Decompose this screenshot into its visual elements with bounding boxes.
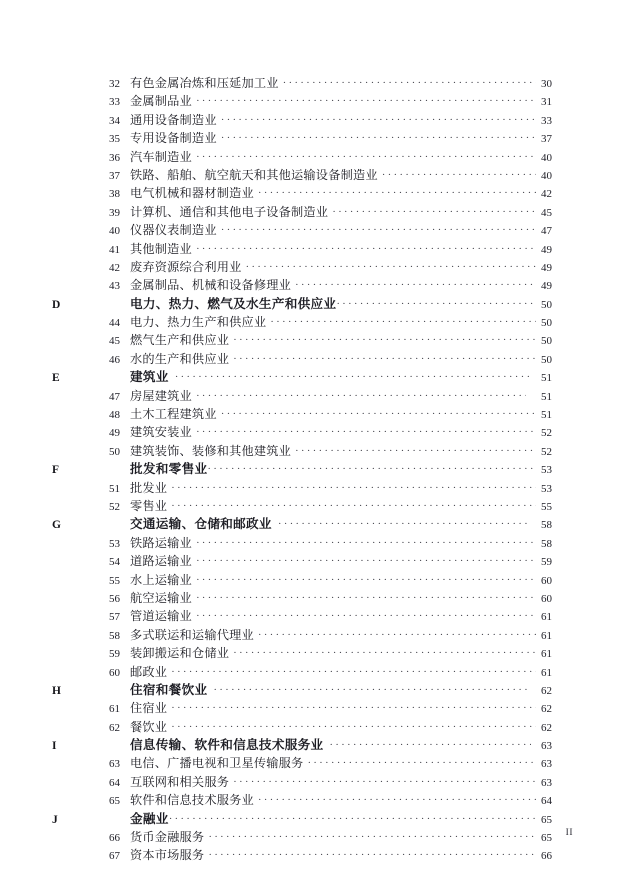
- toc-entry: [130, 276, 552, 295]
- dot-leader: [196, 148, 536, 166]
- toc-entry-code: 44: [109, 317, 120, 330]
- toc-entry: [130, 331, 552, 350]
- table-of-contents: [52, 74, 552, 865]
- dot-leader: [207, 460, 536, 478]
- toc-entry-row[interactable]: [52, 644, 552, 662]
- toc-entry-row[interactable]: [52, 331, 552, 349]
- toc-entry-page-number[interactable]: 52: [541, 445, 552, 458]
- toc-entry-row[interactable]: [52, 754, 552, 772]
- toc-entry-row[interactable]: [52, 718, 552, 736]
- dot-leader: [221, 221, 536, 239]
- dot-leader: [233, 773, 536, 791]
- toc-entry: [130, 74, 552, 93]
- toc-entry-code: 52: [109, 500, 120, 513]
- toc-entry-page-number[interactable]: 49: [541, 243, 552, 256]
- dot-leader: [233, 350, 536, 368]
- toc-entry-label[interactable]: 通用设备制造业: [130, 112, 217, 127]
- toc-entry-code: 46: [109, 353, 120, 366]
- toc-section-row[interactable]: [52, 736, 552, 754]
- dot-leader: [221, 111, 536, 129]
- toc-entry-label[interactable]: 有色金属冶炼和压延加工业: [130, 76, 279, 90]
- toc-entry-code: 58: [109, 629, 120, 642]
- toc-entry-page-number[interactable]: 40: [541, 169, 552, 182]
- dot-leader: [171, 699, 536, 717]
- toc-entry: [130, 699, 552, 718]
- dot-leader: [196, 423, 536, 441]
- toc-entry-code: 40: [109, 225, 120, 238]
- toc-entry-label[interactable]: 软件和信息技术服务业: [130, 793, 254, 808]
- toc-entry: [130, 718, 552, 737]
- toc-entry-row[interactable]: [52, 846, 552, 864]
- toc-entry-code: 54: [109, 556, 120, 569]
- toc-entry-page-number[interactable]: 50: [541, 353, 552, 366]
- toc-entry-page-number[interactable]: 62: [541, 684, 552, 697]
- toc-entry-label[interactable]: 铁路运输业: [130, 535, 192, 550]
- toc-entry-label[interactable]: 管道运输业: [130, 609, 192, 624]
- toc-entry-code: 38: [109, 188, 120, 201]
- toc-entry: [130, 607, 552, 626]
- toc-entry-label[interactable]: 铁路、船舶、航空航天和其他运输设备制造业: [130, 167, 378, 182]
- toc-entry-page-number[interactable]: 65: [541, 832, 552, 845]
- toc-entry-row[interactable]: [52, 571, 552, 589]
- toc-entry-page-number[interactable]: 30: [541, 78, 552, 90]
- dot-leader: [332, 203, 536, 221]
- toc-section-letter: F: [52, 464, 60, 477]
- toc-entry-label[interactable]: 信息传输、软件和信息技术服务业: [130, 737, 324, 753]
- toc-entry-label[interactable]: 航空运输业: [130, 590, 192, 605]
- toc-entry-page-number[interactable]: 58: [541, 519, 552, 532]
- toc-entry-label[interactable]: 建筑安装业: [130, 425, 192, 440]
- toc-entry-page-number[interactable]: 61: [541, 648, 552, 661]
- toc-entry-label[interactable]: 道路运输业: [130, 554, 192, 569]
- toc-entry-label[interactable]: 建筑业: [130, 369, 169, 385]
- toc-entry-code: 62: [109, 721, 120, 734]
- toc-entry-label[interactable]: 多式联运和运输代理业: [130, 627, 254, 642]
- toc-entry-code: 50: [109, 445, 120, 458]
- toc-section-letter: D: [52, 298, 61, 311]
- toc-entry-code: 65: [109, 795, 120, 808]
- toc-entry: [130, 479, 552, 498]
- toc-entry-page-number[interactable]: 64: [541, 795, 552, 808]
- toc-entry: [130, 423, 552, 442]
- toc-entry-page-number[interactable]: 37: [541, 133, 552, 146]
- toc-entry-label[interactable]: 装卸搬运和仓储业: [130, 646, 230, 661]
- toc-entry-page-number[interactable]: 50: [541, 317, 552, 330]
- toc-entry-code: 59: [109, 648, 120, 661]
- toc-entry-label[interactable]: 批发业: [130, 480, 168, 495]
- toc-section-letter: G: [52, 519, 61, 532]
- toc-entry-code: 67: [109, 850, 120, 863]
- dot-leader: [295, 442, 536, 460]
- toc-section-row[interactable]: [52, 368, 552, 386]
- toc-entry: [130, 111, 552, 130]
- toc-entry-code: 53: [109, 537, 120, 550]
- dot-leader: [329, 736, 531, 754]
- toc-entry-row[interactable]: [52, 129, 552, 147]
- dot-leader: [208, 846, 536, 864]
- dot-leader: [171, 479, 536, 497]
- toc-entry-label[interactable]: 金属制品、机械和设备修理业: [130, 278, 292, 293]
- toc-entry-page-number[interactable]: 61: [541, 666, 552, 679]
- toc-entry-label[interactable]: 计算机、通信和其他电子设备制造业: [130, 204, 329, 219]
- toc-entry-row[interactable]: [52, 148, 552, 166]
- toc-entry-code: 64: [109, 776, 120, 789]
- toc-entry-label[interactable]: 专用设备制造业: [130, 131, 217, 146]
- dot-leader: [196, 607, 536, 625]
- toc-entry-page-number[interactable]: 59: [541, 556, 552, 569]
- toc-entry-label[interactable]: 金融业: [130, 810, 169, 826]
- dot-leader: [270, 313, 536, 331]
- toc-entry-label[interactable]: 资本市场服务: [130, 848, 205, 863]
- toc-entry: [130, 148, 552, 167]
- toc-entry-row[interactable]: [52, 699, 552, 717]
- toc-entry: [130, 497, 552, 516]
- toc-entry-row[interactable]: [52, 497, 552, 515]
- dot-leader: [295, 276, 536, 294]
- dot-leader: [307, 754, 536, 772]
- dot-leader: [196, 534, 536, 552]
- toc-entry-code: 47: [109, 390, 120, 403]
- toc-entry-page-number[interactable]: 66: [541, 850, 552, 863]
- toc-entry: [130, 221, 552, 240]
- toc-entry: [130, 129, 552, 148]
- dot-leader: [233, 331, 536, 349]
- toc-entry-label[interactable]: 房屋建筑业: [130, 388, 192, 403]
- dot-leader: [171, 718, 536, 736]
- dot-leader: [196, 589, 536, 607]
- toc-entry: [130, 589, 552, 608]
- toc-section-letter: I: [52, 740, 57, 753]
- toc-entry-page-number[interactable]: 51: [541, 409, 552, 422]
- dot-leader: [171, 663, 536, 681]
- toc-entry-page-number[interactable]: 53: [541, 482, 552, 495]
- toc-entry-label[interactable]: 住宿和餐饮业: [130, 681, 208, 697]
- toc-entry: [130, 258, 552, 277]
- toc-entry-row[interactable]: [52, 111, 552, 129]
- dot-leader: [336, 295, 536, 313]
- toc-entry: [130, 828, 552, 847]
- toc-entry-page-number[interactable]: 31: [541, 96, 552, 109]
- dot-leader: [221, 129, 536, 147]
- toc-entry-label[interactable]: 交通运输、仓储和邮政业: [130, 516, 272, 532]
- page-folio: II: [565, 828, 573, 838]
- toc-entry-code: 32: [109, 78, 120, 90]
- toc-entry-label[interactable]: 水上运输业: [130, 572, 192, 587]
- toc-entry: [130, 571, 552, 590]
- toc-entry-label[interactable]: 电力、热力生产和供应业: [130, 315, 267, 330]
- toc-entry-row[interactable]: [52, 74, 552, 92]
- dot-leader: [196, 552, 536, 570]
- dot-leader: [208, 828, 536, 846]
- toc-entry-code: 33: [109, 96, 120, 109]
- toc-entry-page-number[interactable]: 33: [541, 114, 552, 127]
- dot-leader: [213, 681, 531, 699]
- toc-entry-page-number[interactable]: 53: [541, 464, 552, 477]
- toc-entry: [130, 92, 552, 111]
- toc-entry-label[interactable]: 水的生产和供应业: [130, 351, 230, 366]
- toc-entry-label[interactable]: 货币金融服务: [130, 830, 205, 845]
- toc-entry-code: 56: [109, 592, 120, 605]
- toc-entry: [130, 663, 552, 682]
- toc-entry: [130, 313, 552, 332]
- toc-entry-label[interactable]: 电力、热力、燃气及水生产和供应业: [130, 295, 337, 311]
- dot-leader: [258, 626, 536, 644]
- dot-leader: [196, 387, 526, 405]
- toc-entry: [130, 681, 552, 700]
- toc-entry-page-number[interactable]: 61: [541, 611, 552, 624]
- dot-leader: [175, 368, 531, 386]
- toc-entry-row[interactable]: [52, 276, 552, 294]
- toc-entry: [130, 203, 552, 222]
- dot-leader: [196, 240, 536, 258]
- toc-entry-page-number[interactable]: 42: [541, 188, 552, 201]
- toc-entry-label[interactable]: 批发和零售业: [130, 461, 208, 477]
- toc-entry-page-number[interactable]: 40: [541, 151, 552, 164]
- toc-entry-page-number[interactable]: 63: [541, 776, 552, 789]
- toc-entry-label[interactable]: 互联网和相关服务: [130, 774, 230, 789]
- toc-entry-page-number[interactable]: 63: [541, 740, 552, 753]
- toc-entry: [130, 515, 552, 534]
- toc-entry-page-number[interactable]: 60: [541, 592, 552, 605]
- toc-entry: [130, 240, 552, 259]
- toc-entry-label[interactable]: 建筑装饰、装修和其他建筑业: [130, 443, 292, 458]
- toc-entry-page-number[interactable]: 63: [541, 758, 552, 771]
- toc-entry-label[interactable]: 金属制品业: [130, 94, 192, 109]
- toc-entry-code: 39: [109, 206, 120, 219]
- toc-entry-row[interactable]: [52, 791, 552, 809]
- toc-entry: [130, 810, 552, 829]
- toc-entry-row[interactable]: [52, 350, 552, 368]
- toc-entry-code: 63: [109, 758, 120, 771]
- dot-leader: [233, 644, 536, 662]
- toc-entry-page-number[interactable]: 50: [541, 298, 552, 311]
- toc-entry: [130, 754, 552, 773]
- toc-entry-row[interactable]: [52, 313, 552, 331]
- toc-entry: [130, 846, 552, 865]
- toc-entry-row[interactable]: [52, 203, 552, 221]
- toc-entry-row[interactable]: [52, 240, 552, 258]
- toc-entry-row[interactable]: [52, 773, 552, 791]
- toc-entry: [130, 552, 552, 571]
- toc-entry-row[interactable]: [52, 534, 552, 552]
- dot-leader: [258, 791, 536, 809]
- toc-entry: [130, 295, 552, 314]
- toc-entry-row[interactable]: [52, 663, 552, 681]
- toc-entry-page-number[interactable]: 55: [541, 500, 552, 513]
- toc-entry-row[interactable]: [52, 442, 552, 460]
- toc-entry-label[interactable]: 土木工程建筑业: [130, 407, 217, 422]
- toc-entry-label[interactable]: 废弃资源综合利用业: [130, 259, 242, 274]
- toc-entry-row[interactable]: [52, 589, 552, 607]
- toc-entry: [130, 350, 552, 369]
- toc-section-row[interactable]: [52, 681, 552, 699]
- toc-entry: [130, 534, 552, 553]
- toc-section-row[interactable]: [52, 460, 552, 478]
- toc-entry-page-number[interactable]: 51: [541, 390, 552, 403]
- dot-leader: [169, 810, 536, 828]
- dot-leader: [196, 571, 536, 589]
- toc-entry-label[interactable]: 仪器仪表制造业: [130, 223, 217, 238]
- toc-entry-label[interactable]: 零售业: [130, 498, 168, 513]
- dot-leader: [382, 166, 536, 184]
- toc-entry: [130, 442, 552, 461]
- toc-entry-code: 36: [109, 151, 120, 164]
- dot-leader: [258, 184, 536, 202]
- toc-entry: [130, 166, 552, 185]
- toc-entry-row[interactable]: [52, 552, 552, 570]
- toc-entry: [130, 184, 552, 203]
- toc-entry-row[interactable]: [52, 166, 552, 184]
- toc-entry-label[interactable]: 电气机械和器材制造业: [130, 186, 254, 201]
- toc-entry: [130, 405, 552, 424]
- toc-entry-page-number[interactable]: 47: [541, 225, 552, 238]
- dot-leader: [246, 258, 537, 276]
- toc-entry: [130, 460, 552, 479]
- toc-entry-page-number[interactable]: 62: [541, 703, 552, 716]
- toc-entry-code: 45: [109, 335, 120, 348]
- toc-entry-page-number[interactable]: 65: [541, 813, 552, 826]
- toc-entry-label[interactable]: 餐饮业: [130, 719, 168, 734]
- toc-entry-row[interactable]: [52, 387, 552, 405]
- toc-entry-code: 60: [109, 666, 120, 679]
- toc-entry-label[interactable]: 燃气生产和供应业: [130, 333, 230, 348]
- toc-entry-page-number[interactable]: 49: [541, 280, 552, 293]
- toc-entry-code: 57: [109, 611, 120, 624]
- toc-entry-row[interactable]: [52, 92, 552, 110]
- toc-entry-row[interactable]: [52, 423, 552, 441]
- toc-entry-page-number[interactable]: 49: [541, 261, 552, 274]
- toc-entry-code: 41: [109, 243, 120, 256]
- toc-section-row[interactable]: [52, 295, 552, 313]
- toc-entry-row[interactable]: [52, 607, 552, 625]
- toc-entry-row[interactable]: [52, 258, 552, 276]
- toc-entry: [130, 736, 552, 755]
- toc-section-letter: H: [52, 684, 61, 697]
- toc-entry-code: 34: [109, 114, 120, 127]
- toc-entry-label[interactable]: 住宿业: [130, 701, 168, 716]
- toc-entry-label[interactable]: 电信、广播电视和卫星传输服务: [130, 756, 304, 771]
- toc-entry-code: 49: [109, 427, 120, 440]
- toc-entry: [130, 387, 552, 406]
- toc-entry-row[interactable]: [52, 828, 552, 846]
- toc-entry-code: 42: [109, 261, 120, 274]
- toc-entry-label[interactable]: 其他制造业: [130, 241, 192, 256]
- toc-entry-page-number[interactable]: 52: [541, 427, 552, 440]
- toc-entry-page-number[interactable]: 60: [541, 574, 552, 587]
- toc-entry-code: 35: [109, 133, 120, 146]
- toc-entry-page-number[interactable]: 45: [541, 206, 552, 219]
- toc-entry-page-number[interactable]: 51: [541, 372, 552, 385]
- toc-entry-page-number[interactable]: 58: [541, 537, 552, 550]
- toc-entry: [130, 791, 552, 810]
- toc-entry: [130, 626, 552, 645]
- toc-section-row[interactable]: [52, 810, 552, 828]
- toc-entry: [130, 368, 552, 387]
- toc-section-letter: E: [52, 372, 60, 385]
- toc-entry: [130, 644, 552, 663]
- toc-entry-row[interactable]: [52, 405, 552, 423]
- toc-entry: [130, 773, 552, 792]
- dot-leader: [221, 405, 536, 423]
- toc-entry-row[interactable]: [52, 184, 552, 202]
- toc-section-row[interactable]: [52, 515, 552, 533]
- toc-entry-code: 61: [109, 703, 120, 716]
- toc-entry-page-number[interactable]: 61: [541, 629, 552, 642]
- dot-leader: [196, 92, 536, 110]
- toc-entry-code: 51: [109, 482, 120, 495]
- toc-entry-row[interactable]: [52, 626, 552, 644]
- toc-entry-label[interactable]: 汽车制造业: [130, 149, 192, 164]
- toc-section-letter: J: [52, 813, 58, 826]
- toc-entry-label[interactable]: 邮政业: [130, 664, 168, 679]
- toc-entry-code: 48: [109, 409, 120, 422]
- dot-leader: [171, 497, 536, 515]
- toc-entry-page-number[interactable]: 62: [541, 721, 552, 734]
- dot-leader: [278, 515, 531, 533]
- toc-entry-code: 37: [109, 169, 120, 182]
- dot-leader: [283, 74, 536, 92]
- toc-entry-row[interactable]: [52, 221, 552, 239]
- toc-entry-code: 66: [109, 832, 120, 845]
- toc-entry-code: 55: [109, 574, 120, 587]
- toc-entry-page-number[interactable]: 50: [541, 335, 552, 348]
- toc-entry-code: 43: [109, 280, 120, 293]
- toc-entry-row[interactable]: [52, 479, 552, 497]
